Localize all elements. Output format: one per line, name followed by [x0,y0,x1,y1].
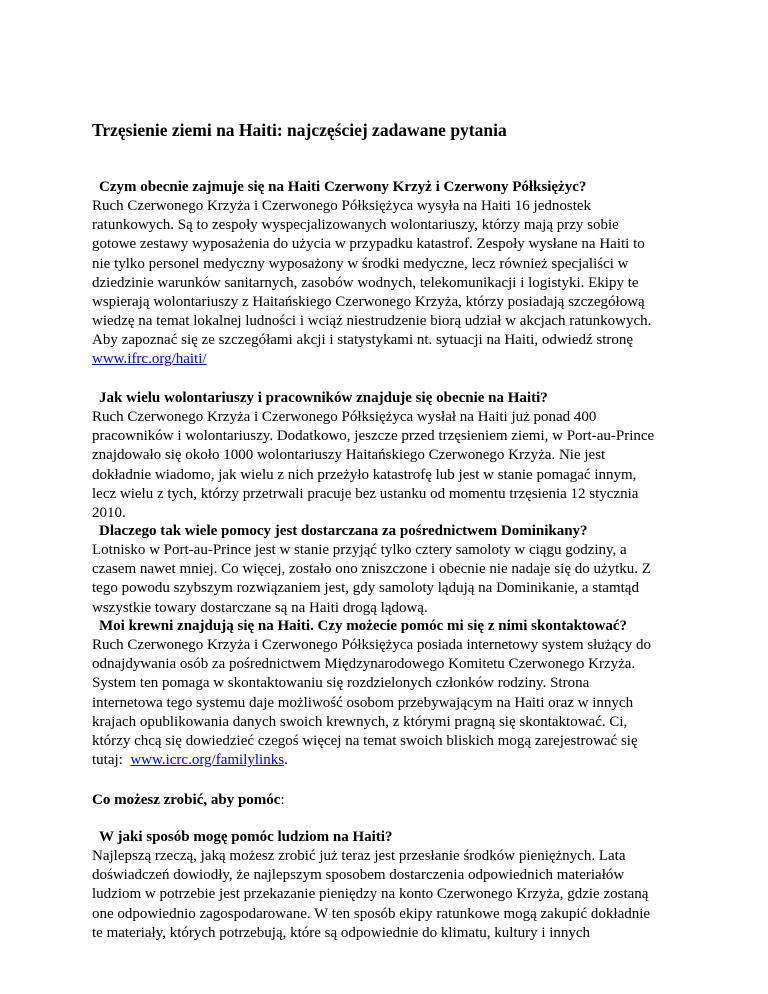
faq-section-4 [92,617,692,770]
answer-line: Ruch Czerwonego Krzyża i Czerwonego Półksiężyca wysyła na Haiti 16 jednostek [92,198,592,214]
answer-line: Ruch Czerwonego Krzyża i Czerwonego Półksiężyca wysłał na Haiti już ponad 400 [92,409,597,425]
faq-answer-2 [92,408,692,523]
faq-question-3: Dlaczego tak wiele pomocy jest dostarczana za pośrednictwem Dominikany? [99,523,588,539]
answer-line: Ruch Czerwonego Krzyża i Czerwonego Półksiężyca posiada internetowy system służący do [92,637,651,653]
answer-line: krajach opublikowania danych swoich krewnych, z którymi pragną się skontaktować. Ci, [92,713,628,730]
faq-answer-5 [92,847,692,943]
answer-line: którzy chcą się dowiedzieć czegoś więcej na temat swoich bliskich mogą zarejestrować się [92,733,638,750]
faq-question-5: W jaki sposób mogę pomóc ludziom na Haiti? [99,829,393,845]
answer-line: pracowników i wolontariuszy. Dodatkowo, jeszcze przed trzęsieniem ziemi, w Port-au-Prince [92,428,655,445]
faq-answer-1 [92,197,692,331]
answer-line: 2010. [92,505,126,522]
faq-section-2 [92,389,692,523]
answer-line: doświadczeń dowiodły, że najlepszym sposobem dostarczenia odpowiednich materiałów [92,867,625,884]
answer-line: internetowa tego systemu daje możliwość osobom przebywającym na Haiti oraz w innych [92,694,634,711]
answer-line: System ten pomaga w skontaktowaniu się rozdzielonych członków rodziny. Strona [92,675,590,692]
answer-line: ludziom w potrzebie jest przekazanie pieniędzy na konto Czerwonego Krzyża, gdzie zostaną [92,886,649,903]
answer-line: czasem nawet mniej. Co więcej, zostało ono zniszczone i obecnie nie nadaje się do użytku. Z [92,561,651,578]
faq-answer-4 [92,636,692,770]
answer-line: dokładnie wiadomo, jak wielu z nich przeżyło katastrofę lub jest w stanie pomagać innym, [92,466,637,483]
icrc-familylinks-link[interactable]: www.icrc.org/familylinks [130,752,285,769]
faq-section-5 [92,828,692,943]
answer-line: wiedzę na temat lokalnej ludności i wciąż niestrudzenie biorą udział w akcjach ratunkowych. [92,313,652,330]
faq-question-1: Czym obecnie zajmuje się na Haiti Czerwony Krzyż i Czerwony Półksiężyc? [99,179,587,195]
page-title: Trzęsienie ziemi na Haiti: najczęściej zadawane pytania [92,120,507,140]
answer-line: one odpowiednio zagospodarowane. W ten sposób ekipy ratunkowe mogą zakupić dokładnie [92,905,651,922]
answer-line: tego powodu szybszym rozwiązaniem jest, gdy samoloty lądują na Dominikanie, a stamtąd [92,580,639,597]
answer-line: odnajdywania osób za pośrednictwem Międzynarodowego Komitetu Czerwonego Krzyża. [92,656,636,673]
answer-line: Najlepszą rzeczą, jaką możesz zrobić już teraz jest przesłanie środków pieniężnych. Lata [92,848,626,864]
answer-line: wspierają wolontariuszy z Haitańskiego Czerwonego Krzyża, którzy posiadają szczegółową [92,294,645,311]
answer-line: nie tylko personel medyczny wyposażony w środki medyczne, lecz również specjaliści w [92,255,629,272]
ifrc-haiti-link[interactable]: www.ifrc.org/haiti/ [92,351,207,368]
link-intro-text: Aby zapoznać się ze szczegółami akcji i statystykami nt. sytuacji na Haiti, odwiedź stronę [92,332,634,348]
answer-line: gotowe zestawy wyposażenia do użycia w przypadku katastrof. Zespoły wysłane na Haiti to [92,236,645,253]
help-heading-block [92,791,692,810]
answer-line: Lotnisko w Port-au-Prince jest w stanie przyjąć tylko cztery samoloty w ciągu godziny, a [92,542,627,558]
faq-section-3 [92,522,692,618]
answer-line: lecz wielu z tych, którzy przetrwali pracuje bez ustanku od momentu trzęsienia 12 stycznia [92,485,639,502]
faq-answer-3 [92,541,692,618]
faq-question-2: Jak wielu wolontariuszy i pracowników znajduje się obecnie na Haiti? [99,390,548,406]
faq-question-4: Moi krewni znajdują się na Haiti. Czy możecie pomóc mi się z nimi skontaktować? [99,618,628,634]
ifrc-link-paragraph [92,331,692,369]
answer-line: wszystkie towary dostarczane są na Haiti drogą lądową. [92,599,428,616]
answer-line-with-link: tutaj: www.icrc.org/familylinks. [92,752,288,769]
answer-line: znajdowało się około 1000 wolontariuszy Haitańskiego Czerwonego Krzyża. Nie jest [92,447,606,464]
answer-line: ratunkowych. Są to zespoły wyspecjalizowanych wolontariuszy, którzy mają przy sobie [92,217,619,234]
answer-line: te materiały, których potrzebują, które są odpowiednie do klimatu, kultury i innych [92,924,591,941]
help-heading: Co możesz zrobić, aby pomóc: [92,792,285,808]
faq-section-1 [92,178,692,331]
answer-line: dziedzinie warunków sanitarnych, zasobów wodnych, telekomunikacji i logistyki. Ekipy te [92,274,639,291]
